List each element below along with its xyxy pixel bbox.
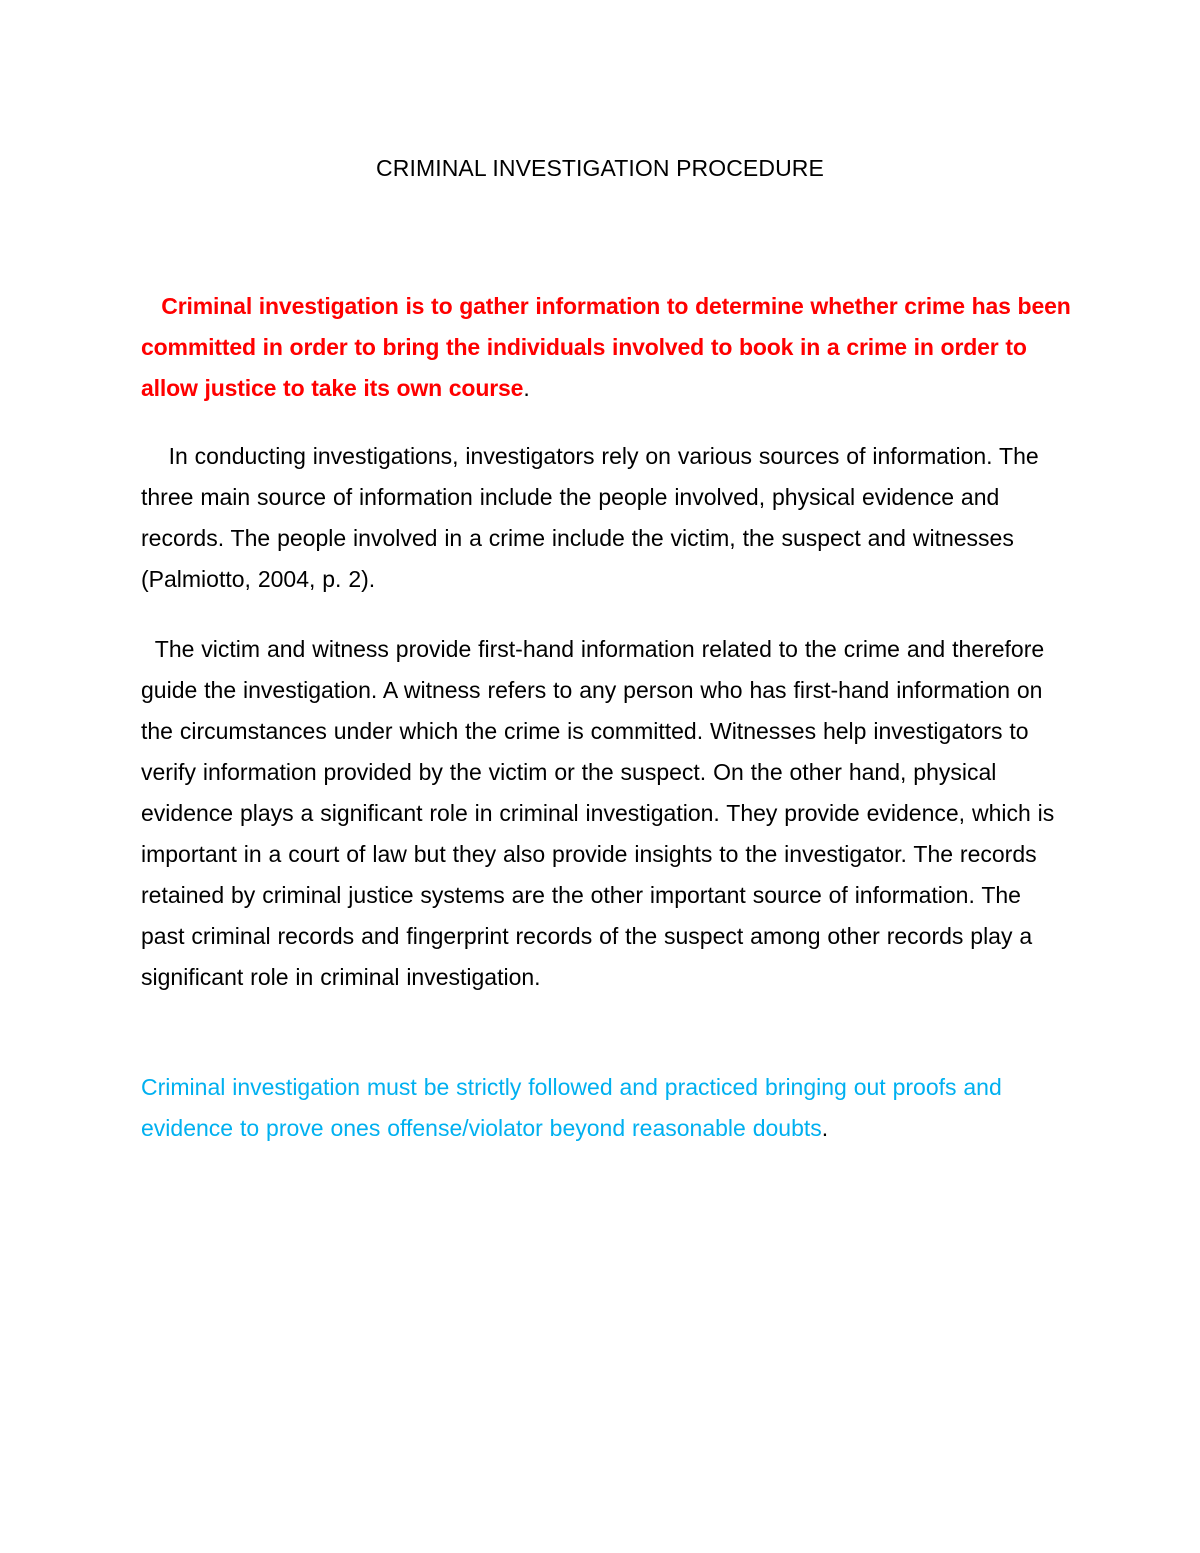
sources-paragraph [141,436,1071,600]
sources-paragraph-text: In conducting investigations, investigators rely on various sources of information. The three main source of information include the people involved, physical evidence and records. The people involved in a crime include the victim, the suspect and witnesses (Palmiotto, 2004, p. 2). [141,443,1046,592]
intro-paragraph-text: Criminal investigation is to gather information to determine whether crime has been committed in order to bring the individuals involved to book in a crime in order to allow justice to take its own course [141,293,1078,401]
document-title: CRIMINAL INVESTIGATION PROCEDURE [376,155,824,181]
conclusion-paragraph-text: Criminal investigation must be strictly followed and practiced bringing out proofs and evidence to prove ones offense/violator beyond reasonable doubts [141,1074,1009,1141]
conclusion-paragraph [141,1067,1071,1149]
intro-paragraph [141,286,1078,409]
witnesses-paragraph-text: The victim and witness provide first-hand information related to the crime and therefore guide the investigation. A witness refers to any person who has first-hand information on the circumstances under which the crime is committed. Witnesses help investigators to verify information provided by the victim or the suspect. On the other hand, physical evidence plays a significant role in criminal investigation. They provide evidence, which is important in a court of law but they also provide insights to the investigator. The records retained by criminal justice systems are the other important source of information. The past criminal records and fingerprint records of the suspect among other records play a significant role in criminal investigation. [141,636,1062,990]
witnesses-paragraph [141,629,1071,998]
conclusion-paragraph-period: . [821,1115,829,1141]
intro-paragraph-period: . [523,375,530,401]
